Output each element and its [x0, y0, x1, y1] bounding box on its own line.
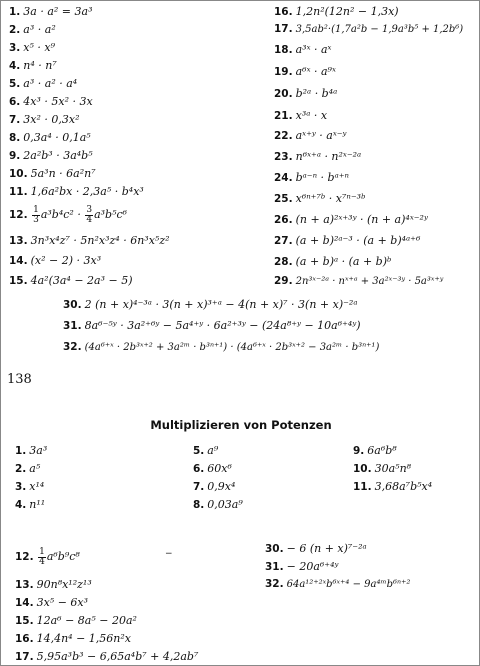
exercise-30: 30. 2 (n + x)⁴⁻³ᵃ · 3(n + x)³⁺ᵃ − 4(n + x)⁷ · 3(n + x)⁻²ᵃ	[63, 298, 358, 311]
exercise-28: 28. (a + b)ᵃ · (a + b)ᵇ	[274, 255, 392, 268]
exercise-19: 19. a⁶ˣ · a⁹ˣ	[274, 65, 336, 78]
section-title: Multiplizieren von Potenzen	[150, 418, 332, 432]
answer-10: 10. 30a⁵n⁸	[353, 462, 412, 475]
answer-7: 7. 0,9x⁴	[193, 480, 236, 493]
exercise-4: 4. n⁴ · n⁷	[9, 59, 57, 72]
answer-8: 8. 0,03a⁹	[193, 498, 243, 511]
exercise-23: 23. n⁶ˣ⁺ᵃ · n²ˣ⁻²ᵃ	[274, 150, 362, 163]
answer-15: 15. 12a⁶ − 8a⁵ − 20a²	[15, 614, 137, 627]
exercise-1: 1. 3a · a² = 3a³	[9, 5, 93, 18]
answer-16: 16. 14,4n⁴ − 1,56n²x	[15, 632, 131, 645]
exercise-27: 27. (a + b)²ᵃ⁻³ · (a + b)⁴ᵃ⁺⁶	[274, 234, 421, 247]
exercise-7: 7. 3x² · 0,3x²	[9, 113, 80, 126]
exercise-2: 2. a³ · a²	[9, 23, 56, 36]
answer-5: 5. a⁹	[193, 444, 219, 457]
answer-12: 12. $\frac{1}{4}$ a⁶b⁹c⁸	[15, 546, 80, 567]
answer-9: 9. 6a⁶b⁸	[353, 444, 397, 457]
exercise-24: 24. bᵃ⁻ⁿ · bᵃ⁺ⁿ	[274, 171, 349, 184]
exercise-5: 5. a³ · a² · a⁴	[9, 77, 78, 90]
exercise-3: 3. x⁵ · x⁹	[9, 41, 56, 54]
answer-2: 2. a⁵	[15, 462, 41, 475]
answer-32: 32. 64a¹²⁺²ˣb⁶ˣ⁺⁴ − 9a⁴ᵐb⁶ⁿ⁺²	[265, 578, 411, 590]
answer-6: 6. 60x⁶	[193, 462, 232, 475]
answer-1: 1. 3a³	[15, 444, 48, 457]
exercise-22: 22. aˣ⁺ʸ · aˣ⁻ʸ	[274, 129, 347, 142]
exercise-17: 17. 3,5ab²·(1,7a²b − 1,9a³b⁵ + 1,2b⁶)	[274, 23, 464, 35]
exercise-20: 20. b²ᵃ · b⁴ᵃ	[274, 87, 338, 100]
exercise-21: 21. x³ᵃ · x	[274, 109, 328, 122]
exercise-11: 11. 1,6a²bx · 2,3a⁵ · b⁴x³	[9, 185, 144, 198]
answer-14: 14. 3x⁵ − 6x³	[15, 596, 89, 609]
exercise-26: 26. (n + a)²ˣ⁺³ʸ · (n + a)⁴ˣ⁻²ʸ	[274, 213, 428, 226]
answer-11: 11. 3,68a⁷b⁵x⁴	[353, 480, 433, 493]
answer-30: 30. − 6 (n + x)⁷⁻²ᵃ	[265, 542, 367, 555]
exercise-15: 15. 4a²(3a⁴ − 2a³ − 5)	[9, 274, 133, 287]
exercise-10: 10. 5a³n · 6a²n⁷	[9, 167, 96, 180]
answer-17: 17. 5,95a³b³ − 6,65a⁴b⁷ + 4,2ab⁷	[15, 650, 199, 663]
exercise-25: 25. x⁶ⁿ⁺⁷ᵇ · x⁷ⁿ⁻³ᵇ	[274, 192, 366, 205]
fraction: $\frac{1}{3}$	[33, 204, 39, 225]
exercise-13: 13. 3n³x⁴z⁷ · 5n²x³z⁴ · 6n³x⁵z²	[9, 234, 170, 247]
answer-3: 3. x¹⁴	[15, 480, 45, 493]
fraction: $\frac{3}{4}$	[86, 204, 93, 225]
stray-mark: −	[165, 549, 173, 559]
exercise-6: 6. 4x³ · 5x² · 3x	[9, 95, 93, 108]
exercise-12: 12. $\frac{1}{3}$ a³b⁴c² · $\frac{3}{4}$ a³b⁵c⁶	[9, 204, 128, 225]
exercise-14: 14. (x² − 2) · 3x³	[9, 254, 102, 267]
answer-31: 31. − 20a⁶⁺⁴ʸ	[265, 560, 339, 573]
exercise-18: 18. a³ˣ · aˣ	[274, 43, 332, 56]
page-number: 138	[7, 372, 32, 387]
exercise-9: 9. 2a²b³ · 3a⁴b⁵	[9, 149, 93, 162]
exercise-29: 29. 2n³ˣ⁻²ᵃ · nˣ⁺ᵃ + 3a²ˣ⁻³ʸ · 5a³ˣ⁺ʸ	[274, 275, 444, 287]
answer-4: 4. n¹¹	[15, 498, 46, 511]
exercise-31: 31. 8a⁶⁻⁵ʸ · 3a²⁺⁶ʸ − 5a⁴⁺ʸ · 6a²⁺³ʸ − (24a⁸⁺ʸ − 10a⁶⁺⁴ʸ)	[63, 319, 361, 332]
exercise-32: 32. (4a⁶⁺ˣ · 2b³ˣ⁺² + 3a²ᵐ · b³ⁿ⁺¹) · (4a⁶⁺ˣ · 2b³ˣ⁺² − 3a²ᵐ · b³ⁿ⁺¹)	[63, 341, 380, 353]
exercise-16: 16. 1,2n²(12n² − 1,3x)	[274, 5, 399, 18]
fraction: $\frac{1}{4}$	[39, 546, 45, 567]
exercise-8: 8. 0,3a⁴ · 0,1a⁵	[9, 131, 91, 144]
answer-13: 13. 90n⁸x¹²z¹³	[15, 578, 92, 591]
